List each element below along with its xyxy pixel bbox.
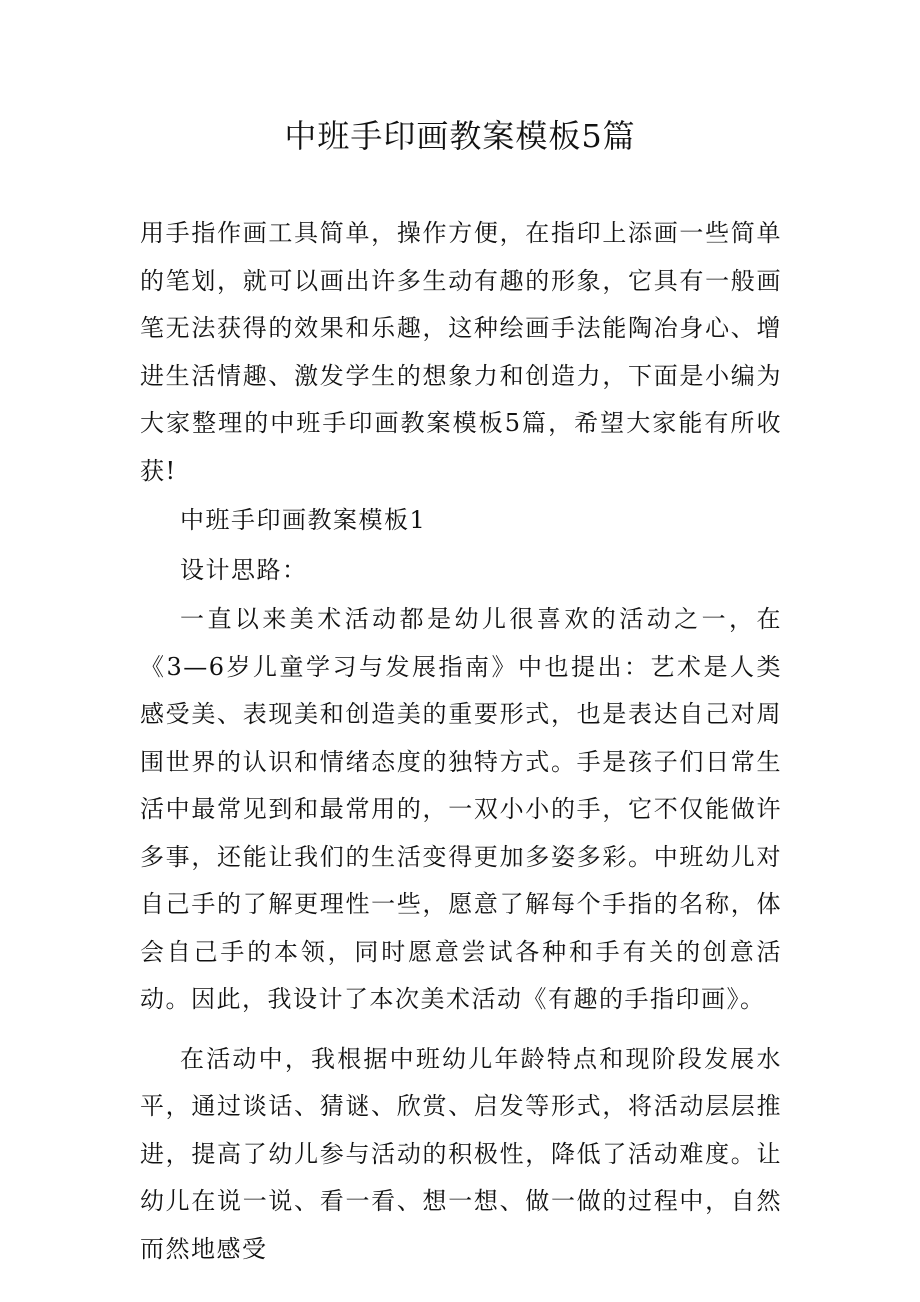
body-paragraph-1: 一直以来美术活动都是幼儿很喜欢的活动之一，在《3—6岁儿童学习与发展指南》中也提出：艺术是人类感受美、表现美和创造美的重要形式，也是表达自己对周围世界的认识和情绪态度的独特方式。手是孩子们日常生活中最常见到和最常用的，一双小小的手，它不仅能做许多事，还能让我们的生活变得更加多姿多彩。中班幼儿对自己手的了解更理性一些，愿意了解每个手指的名称，体会自己手的本领，同时愿意尝试各种和手有关的创意活动。因此，我设计了本次美术活动《有趣的手指印画》。 bbox=[140, 605, 782, 1013]
intro-paragraph: 用手指作画工具简单，操作方便，在指印上添画一些简单的笔划，就可以画出许多生动有趣的形象，它具有一般画笔无法获得的效果和乐趣，这种绘画手法能陶冶身心、增进生活情趣、激发学生的想象力和创造力，下面是小编为大家整理的中班手印画教案模板5篇，希望大家能有所收获! bbox=[140, 219, 782, 485]
document-title: 中班手印画教案模板5篇 bbox=[284, 117, 636, 155]
document-body bbox=[140, 210, 782, 1273]
body-paragraph-2: 在活动中，我根据中班幼儿年龄特点和现阶段发展水平，通过谈话、猜谜、欣赏、启发等形式，将活动层层推进，提高了幼儿参与活动的积极性，降低了活动难度。让幼儿在说一说、看一看、想一想、做一做的过程中，自然而然地感受 bbox=[140, 1044, 782, 1263]
section-heading: 中班手印画教案模板1 bbox=[180, 506, 427, 534]
design-label: 设计思路： bbox=[180, 555, 308, 584]
